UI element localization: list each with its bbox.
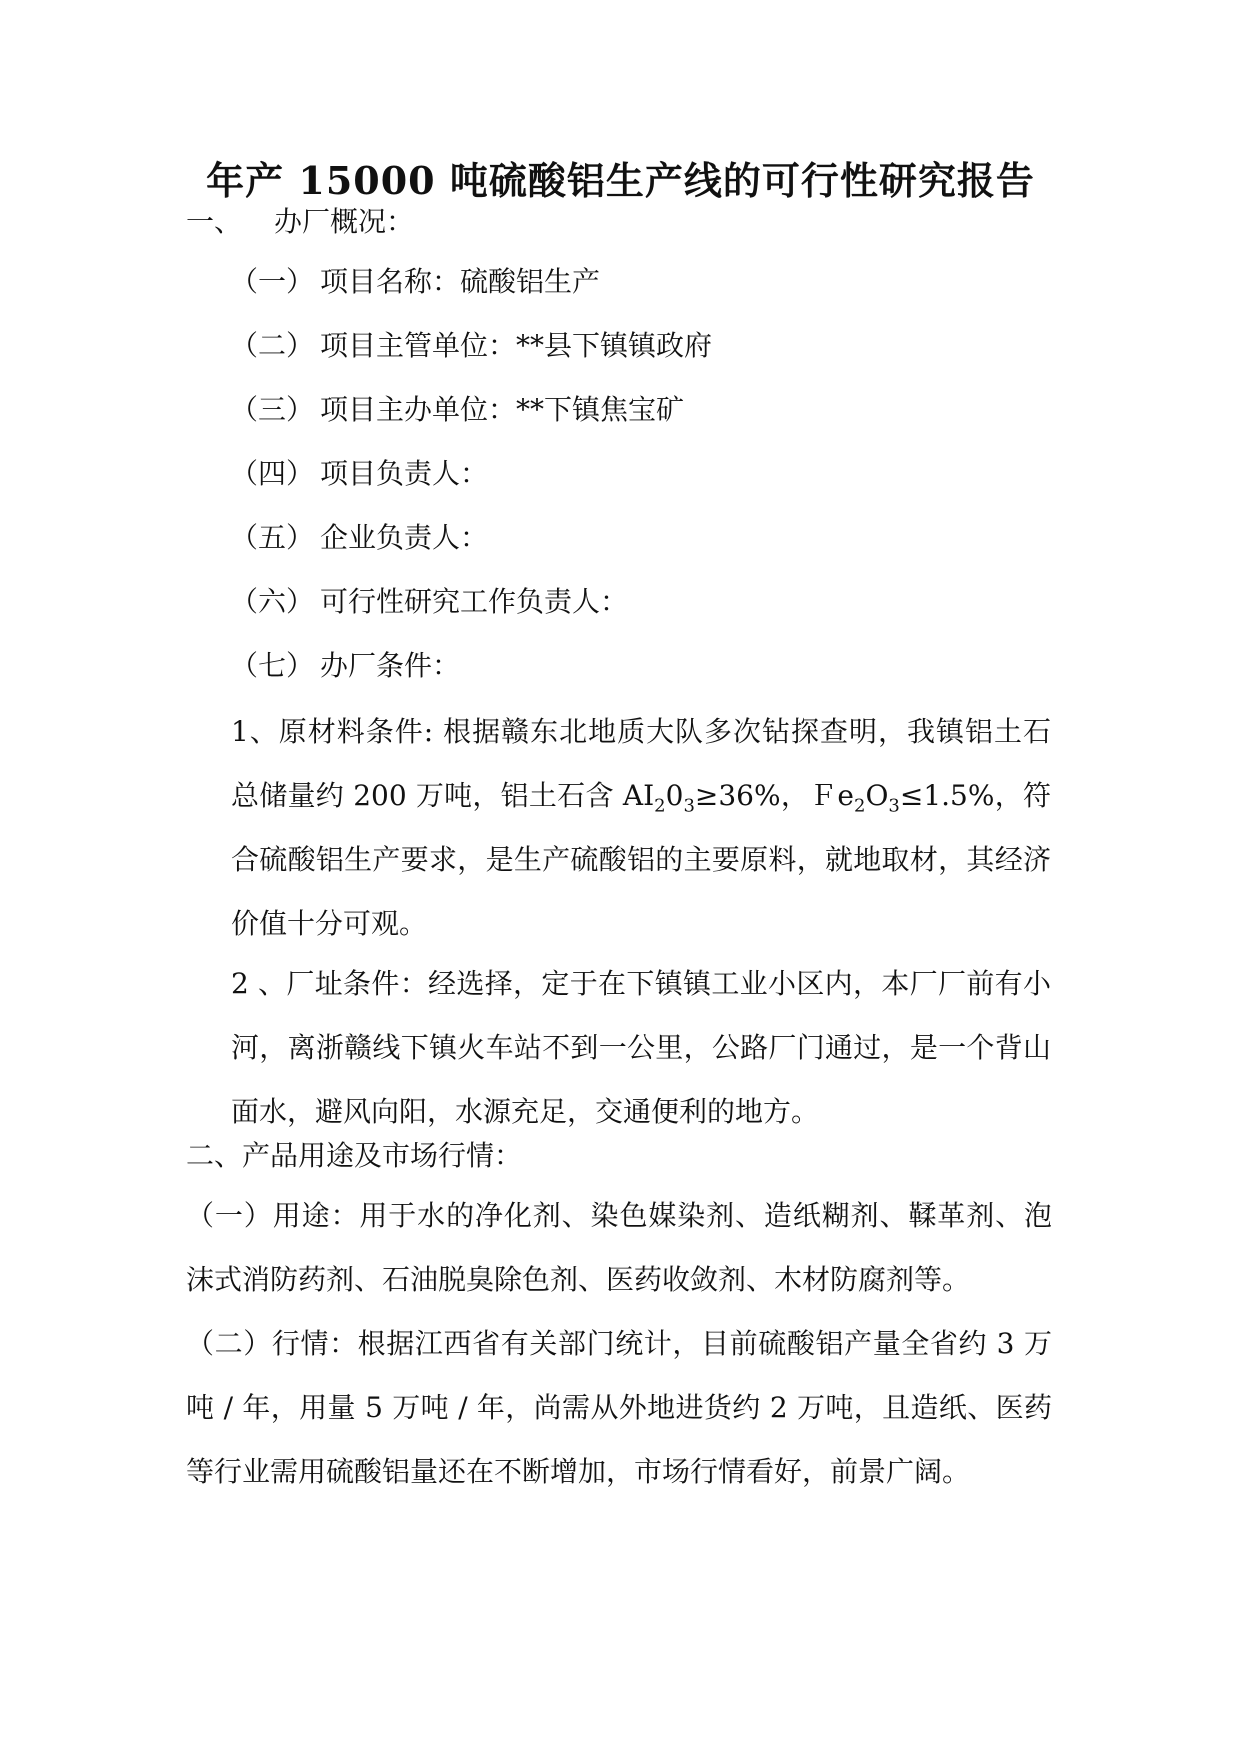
list-item-text: 项目名称：硫酸铝生产 [320,265,601,298]
list-item [230,582,628,622]
list-item [230,646,460,686]
list-item-text: 项目主管单位：**县下镇镇政府 [320,329,713,362]
alumina-formula: $AI_20_3$ [622,779,695,817]
raw-material-lead: 1、原材料条件: 根据赣东北地质大队多次钻探查明，我镇铝土石总储量约 200 万吨，铝土石含 [231,715,1051,812]
list-item-text: 企业负责人： [320,521,489,554]
list-item [230,454,488,494]
usage-paragraph: （一）用途：用于水的净化剂、染色媒染剂、造纸糊剂、鞣革剂、泡沫式消防药剂、石油脱臭除色剂、医药收敛剂、木材防腐剂等。 [186,1199,1052,1296]
list-item-number: （二） [230,329,315,362]
document-title: 年产 15000 吨硫酸铝生产线的可行性研究报告 [206,158,1035,203]
market-paragraph: （二）行情：根据江西省有关部门统计，目前硫酸铝产量全省约 3 万吨 / 年，用量 5 万吨 / 年，尚需从外地进货约 2 万吨，且造纸、医药等行业需用硫酸铝量还在不断增加，市场行情看好，前景广阔。 [186,1327,1052,1488]
list-item-number: （五） [230,521,315,554]
list-item-text: 项目负责人： [320,457,489,490]
section-heading-1 [186,202,414,242]
list-item-number: （一） [230,265,315,298]
list-item-number: （七） [230,649,315,682]
list-item-text: 办厂条件： [320,649,461,682]
raw-material-paragraph [231,700,1051,956]
section-heading-text: 办厂概况： [274,205,415,238]
list-item [230,262,600,302]
list-item-number: （六） [230,585,315,618]
section-number: 一、 [186,205,243,238]
alumina-content: ≥36%，Ｆe [694,779,854,812]
list-item [230,390,684,430]
list-item-text: 项目主办单位：**下镇焦宝矿 [320,393,685,426]
list-item [230,518,488,558]
list-item-number: （三） [230,393,315,426]
list-item-text: 可行性研究工作负责人： [320,585,629,618]
list-item-number: （四） [230,457,315,490]
site-paragraph: 2 、厂址条件：经选择，定于在下镇镇工业小区内，本厂厂前有小河，离浙赣线下镇火车站不到一公里，公路厂门通过，是一个背山面水，避风向阳，水源充足，交通便利的地方。 [231,967,1051,1128]
iron-oxide-formula: $_2O_3$ [853,779,900,817]
section-heading-2: 二、产品用途及市场行情： [186,1139,523,1172]
iron-oxide-content: ≤1.5%，符合硫酸铝生产要求，是生产硫酸铝的主要原料，就地取材，其经济价值十分可观。 [231,779,1051,940]
list-item [230,326,712,366]
